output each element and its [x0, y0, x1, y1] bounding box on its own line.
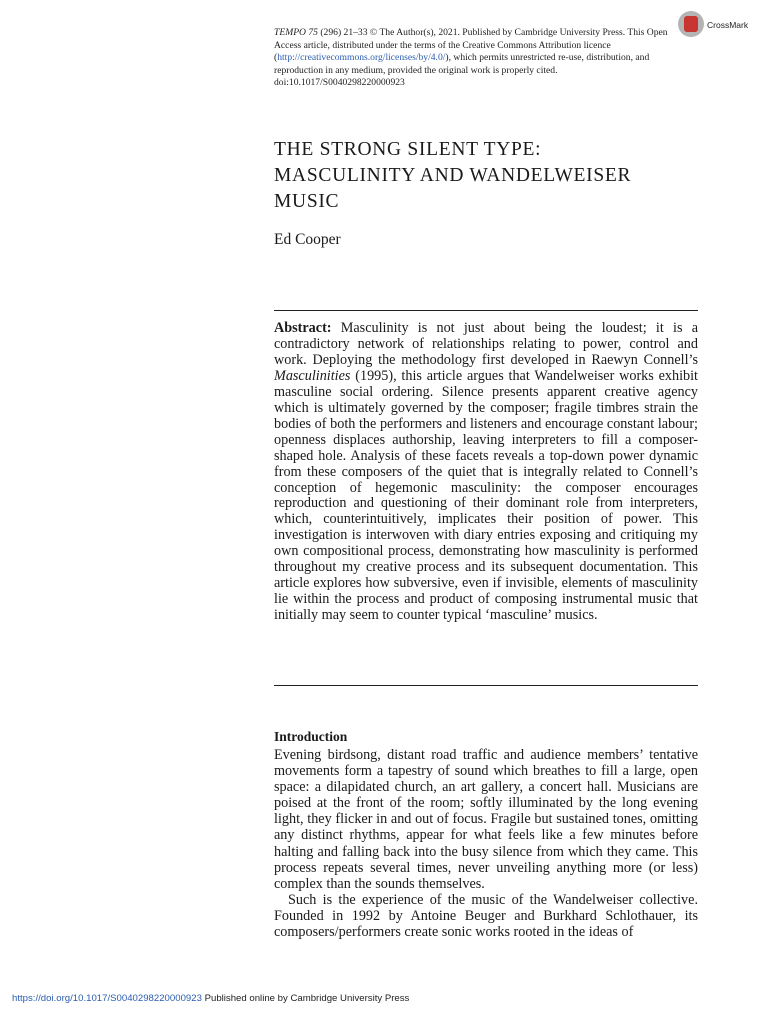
abstract-text: (1995), this article argues that Wandelweiser works exhibit masculine social ordering. Silence presents apparent creative agency which is ultimately governed by the composer; fragile timbres strain the bodies of both the performers and listeners and encourage constant labour; openness displaces authorship, leaving interpreters to fill a composer-shaped hole. Analysis of these facets reveals a top-down power dynamic from these composers of the quiet that is integrally related to Connell’s conception of hegemonic masculinity: the composer encourages reproduction and questioning of their dominant role from interpreters, which, counterintuitively, implicates their position of power. This investigation is interwoven with diary entries exposing and critiquing my own compositional process, demonstrating how masculinity is performed throughout my creative process and its subsequent documentation. This article explores how subversive, even if invisible, elements of masculinity lie within the process and product of composing instrumental music that initially may seem to counter typical ‘masculine’ musics.	[274, 367, 698, 624]
article-header	[274, 27, 694, 90]
title-line: MUSIC	[274, 191, 340, 212]
title-line: MASCULINITY AND WANDELWEISER	[274, 165, 632, 186]
doi-text: doi:10.1017/S0040298220000923	[274, 77, 405, 89]
doi-link[interactable]: https://doi.org/10.1017/S0040298220000923	[12, 993, 202, 1004]
crossmark-label: CrossMark	[707, 20, 749, 30]
section-heading: Introduction	[274, 729, 348, 744]
citation-text: (296) 21–33 © The Author(s), 2021. Published by Cambridge University Press. This Open Access article, distributed under the terms of the Creative Commons Attribution licence (	[274, 27, 668, 64]
abstract	[274, 321, 698, 624]
paragraph: Such is the experience of the music of the Wandelweiser collective. Founded in 1992 by Antoine Beuger and Burkhard Schlothauer, its composers/performers create sonic works rooted in the ideas of	[274, 891, 698, 941]
title-line: THE STRONG SILENT TYPE:	[274, 139, 542, 160]
abstract-label: Abstract:	[274, 320, 332, 336]
paragraph: Evening birdsong, distant road traffic and audience members’ tentative movements form a tapestry of sound which breathes to fill a large, open space: a dilapidated church, an art gallery, a concert hall. Musicians are poised at the front of the room; softly illuminated by the long evening light, they flicker in and out of focus. Fragile but sustained tones, omitting any distinct rhythms, appear for what feels like a few minutes before halting and falling back into the busy silence from which they came. This process repeats several times, never unveiling anything more (or less) complex than the sounds themselves.	[274, 747, 698, 892]
license-text: ), which permits unrestricted re-use, distribution, and reproduction in any medium, provided the original work is properly cited.	[274, 52, 650, 76]
body-text	[274, 747, 698, 940]
crossmark-icon	[678, 11, 704, 37]
article-title	[274, 137, 704, 215]
crossmark-button[interactable]	[678, 11, 762, 45]
abstract-top-rule	[274, 310, 698, 311]
license-link[interactable]: http://creativecommons.org/licenses/by/4.0/	[277, 52, 446, 64]
author-name: Ed Cooper	[274, 231, 341, 248]
published-note: Published online by Cambridge University Press	[201, 993, 410, 1004]
journal-reference: TEMPO 75	[274, 27, 318, 38]
abstract-book-title: Masculinities	[274, 367, 351, 384]
page-footer	[12, 993, 409, 1004]
abstract-bottom-rule	[274, 685, 698, 686]
abstract-text: Masculinity is not just about being the loudest; it is a contradictory network of relationships relating to power, control and work. Deploying the methodology first developed in Raewyn Connell’s	[274, 320, 698, 368]
